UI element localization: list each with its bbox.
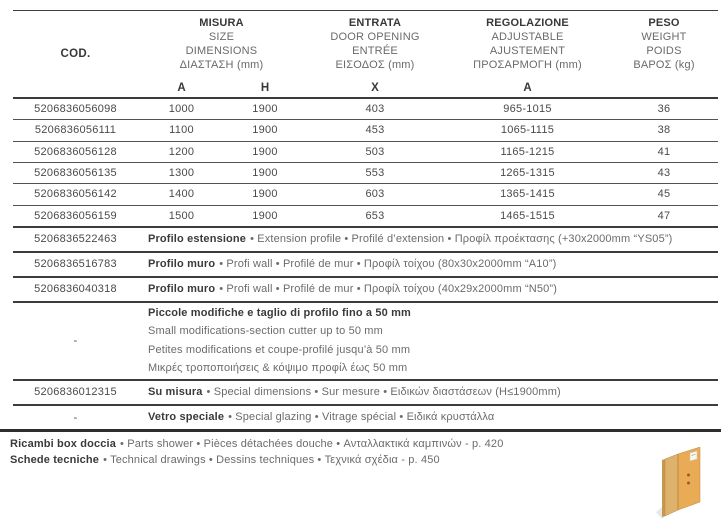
footer-rest: • Technical drawings • Dessins techniques • Τεχνικά σχέδια - p. 450 <box>103 453 440 466</box>
cell-h: 1900 <box>252 145 278 158</box>
special-row-text <box>138 383 718 402</box>
cell-x: 503 <box>365 145 385 158</box>
special-row-title: Su misura <box>148 385 203 398</box>
cell-adj: 965-1015 <box>503 103 552 116</box>
cell-a: 1100 <box>169 124 194 137</box>
header-line: DOOR OPENING <box>330 31 420 43</box>
header-line: ΠΡΟΣΑΡΜΟΓΗ (mm) <box>473 59 582 71</box>
special-row-line <box>148 255 718 274</box>
table-row <box>13 120 718 141</box>
special-row-text <box>138 280 718 299</box>
column-header-regolazione <box>445 11 610 79</box>
special-row-text <box>138 304 718 378</box>
subheader-h: H <box>260 82 270 94</box>
cell-a: 1500 <box>168 209 195 222</box>
special-row-line: Small modifications-section cutter up to 50 mm <box>148 325 383 338</box>
special-row-text <box>138 255 718 274</box>
cell-cod: 5206836056159 <box>34 209 117 222</box>
cell-peso: 38 <box>657 124 671 137</box>
special-row-line <box>148 304 718 323</box>
cell-peso: 47 <box>657 209 671 222</box>
footer-bold: Ricambi box doccia <box>10 438 117 450</box>
cell-cod: - <box>73 411 78 424</box>
cell-x: 403 <box>365 103 385 116</box>
table-header <box>13 10 718 99</box>
special-row-title: Profilo muro <box>148 257 216 270</box>
special-row-text <box>138 230 718 249</box>
special-row-line <box>148 383 718 402</box>
cell-adj: 1165-1215 <box>500 145 555 158</box>
cell-h: 1900 <box>252 188 278 201</box>
table-row <box>13 99 718 120</box>
special-row-title: Vetro speciale <box>148 411 225 424</box>
cell-adj: 1265-1315 <box>500 167 555 180</box>
header-line: WEIGHT <box>641 31 687 43</box>
cell-cod: 5206836056111 <box>34 124 117 137</box>
special-row-translations: • Profi wall • Profilé de mur • Προφίλ τοίχου (80x30x2000mm “A10”) <box>219 257 557 270</box>
footer-rest: • Parts shower • Pièces détachées douche • Ανταλλακτικά καμπινών - p. 420 <box>120 438 504 450</box>
table-row <box>13 163 718 184</box>
column-header-entrata <box>305 11 445 79</box>
special-row-line <box>148 280 718 299</box>
subheader-a2: A <box>523 82 532 94</box>
page-footer <box>10 437 503 468</box>
cell-cod: 5206836516783 <box>34 258 117 271</box>
cod-label: COD. <box>60 48 91 60</box>
header-line: POIDS <box>646 45 682 57</box>
spec-table <box>13 10 718 430</box>
special-row <box>13 228 718 253</box>
cell-adj: 1365-1415 <box>500 188 555 201</box>
cell-peso: 43 <box>657 167 671 180</box>
cell-cod: 5206836040318 <box>34 283 117 296</box>
table-row <box>13 206 718 228</box>
special-row-title: Profilo estensione <box>148 232 247 245</box>
header-line: SIZE <box>208 31 235 43</box>
cell-x: 653 <box>365 209 385 222</box>
subheader-x: X <box>371 82 379 94</box>
cell-x: 603 <box>365 188 385 201</box>
special-row-line: Μικρές τροποποιήσεις & κόψιμο προφίλ έως 50 mm <box>148 362 408 375</box>
cell-h: 1900 <box>252 103 278 116</box>
footer-line-ricambi <box>10 437 503 453</box>
special-row-translations: • Profi wall • Profilé de mur • Προφίλ τοίχου (40x29x2000mm “N50”) <box>219 282 558 295</box>
column-header-cod <box>13 11 138 97</box>
cell-cod: - <box>73 334 78 347</box>
cell-x: 453 <box>365 124 385 137</box>
special-row <box>13 278 718 303</box>
cell-cod: 5206836056098 <box>34 103 117 116</box>
header-line: PESO <box>648 17 680 29</box>
subheader-a: A <box>177 82 186 94</box>
cell-cod: 5206836012315 <box>34 386 117 399</box>
header-line: ΕΙΣΟΔΟΣ (mm) <box>335 59 415 71</box>
special-rows <box>13 228 718 430</box>
header-line: ΔΙΑΣΤΑΣΗ (mm) <box>179 59 264 71</box>
folding-door-icon <box>652 442 712 520</box>
special-row-translations: • Special glazing • Vitrage spécial • Ειδικά κρυστάλλα <box>228 411 495 424</box>
table-bottom-rule <box>0 429 721 432</box>
cell-cod: 5206836056128 <box>34 145 117 158</box>
cell-a: 1000 <box>168 103 195 116</box>
numeric-rows <box>13 99 718 228</box>
column-header-misura <box>138 11 305 79</box>
special-row <box>13 406 718 430</box>
header-line: ΒΑΡΟΣ (kg) <box>633 59 695 71</box>
column-header-peso <box>610 11 718 79</box>
header-line: AJUSTEMENT <box>489 45 566 57</box>
cell-peso: 41 <box>657 145 671 158</box>
cell-cod: 5206836056135 <box>34 167 117 180</box>
special-row-line <box>148 230 718 249</box>
header-line: REGOLAZIONE <box>486 17 569 29</box>
cell-a: 1400 <box>168 188 195 201</box>
special-row-text <box>138 408 718 427</box>
special-row-line: Petites modifications et coupe-profilé jusqu’à 50 mm <box>148 343 411 356</box>
special-row <box>13 253 718 278</box>
cell-peso: 45 <box>657 188 671 201</box>
special-row <box>13 381 718 406</box>
cell-cod: 5206836056142 <box>34 188 117 201</box>
special-row-title: Profilo muro <box>148 282 216 295</box>
cell-a: 1200 <box>168 145 195 158</box>
special-row-title: Piccole modifiche e taglio di profilo fino a 50 mm <box>148 306 411 319</box>
header-line: ENTRATA <box>348 17 402 29</box>
cell-peso: 36 <box>657 103 671 116</box>
header-line: ENTRÉE <box>352 45 398 57</box>
cell-h: 1900 <box>252 124 278 137</box>
footer-bold: Schede tecniche <box>10 453 100 466</box>
header-line: ADJUSTABLE <box>491 31 564 43</box>
cell-a: 1300 <box>168 167 195 180</box>
header-line: DIMENSIONS <box>185 45 258 57</box>
table-row <box>13 184 718 205</box>
special-row-translations: • Extension profile • Profilé d’extension • Προφίλ προέκτασης (+30x2000mm “YS05”) <box>250 232 673 245</box>
special-row-line <box>148 408 718 427</box>
cell-x: 553 <box>365 167 385 180</box>
footer-line-schede <box>10 453 503 469</box>
cell-h: 1900 <box>252 167 278 180</box>
cell-adj: 1465-1515 <box>500 209 555 222</box>
table-row <box>13 142 718 163</box>
header-line: MISURA <box>199 17 244 29</box>
special-row-translations: • Special dimensions • Sur mesure • Ειδικών διαστάσεων (H≤1900mm) <box>206 385 561 398</box>
cell-h: 1900 <box>252 209 278 222</box>
cell-cod: 5206836522463 <box>34 233 117 246</box>
special-row <box>13 303 718 381</box>
cell-adj: 1065-1115 <box>500 124 555 137</box>
